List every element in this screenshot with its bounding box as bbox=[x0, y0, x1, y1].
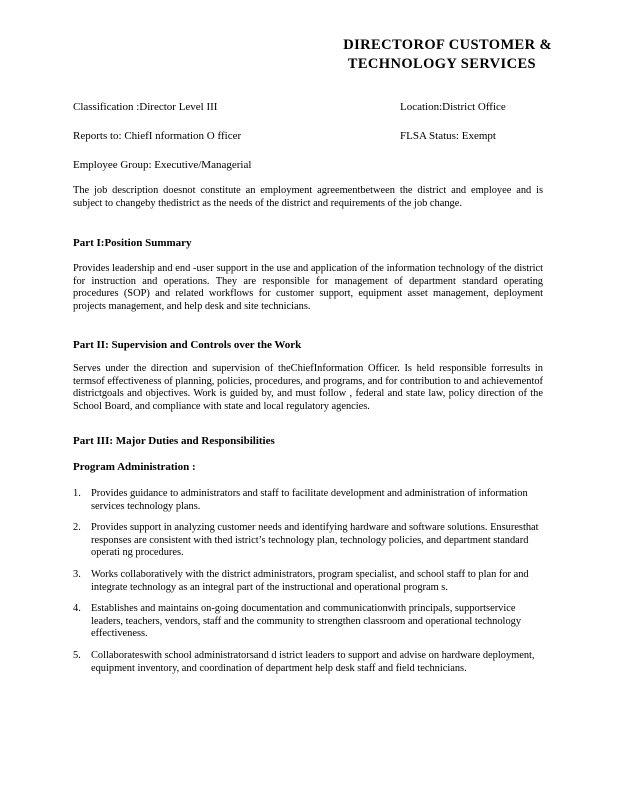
classification: Classification :Director Level III bbox=[73, 101, 218, 113]
part-2-paragraph: Serves under the direction and supervision of theChiefInformation Officer. Is held responsible forresults in termsof effectiveness of planning, policies, procedures, and programs, and for contribution to and achievementof districtgoals and objectives. Work is guided by, and must follow , federal and state law, policy direction of the School Board, and compliance with state and local regulatory agencies. bbox=[73, 363, 543, 412]
duty-item bbox=[73, 603, 545, 641]
duty-number: 5. bbox=[73, 649, 81, 661]
flsa-status: FLSA Status: Exempt bbox=[400, 130, 496, 142]
duty-item bbox=[73, 522, 545, 560]
duty-number: 3. bbox=[73, 568, 81, 580]
duty-number: 4. bbox=[73, 603, 81, 615]
duty-text: Establishes and maintains on-going documentation and communicationwith principals, supportservice leaders, teachers, vendors, staff and the community to strengthen classroom and operational technology effectiveness. bbox=[91, 603, 522, 640]
duty-text: Works collaboratively with the district administrators, program specialist, and school staff to plan for and integrate technology as an integral part of the instructional and operational program s. bbox=[91, 568, 529, 593]
duty-item bbox=[73, 569, 545, 594]
part-1-heading: Part I:Position Summary bbox=[73, 237, 192, 249]
duty-item bbox=[73, 488, 545, 513]
program-administration-subheading: Program Administration : bbox=[73, 461, 196, 473]
part-2-heading: Part II: Supervision and Controls over the Work bbox=[73, 339, 302, 351]
duty-text: Provides guidance to administrators and staff to facilitate development and administration of information services technology plans. bbox=[91, 488, 528, 512]
duty-number: 2. bbox=[73, 522, 81, 534]
part-1-paragraph: Provides leadership and end -user support in the use and application of the information technology of the district for instruction and operations. They are responsible for management of department standard operating procedures (SOP) and related workflows for customer support, equipment asset management, deployment projects management, and help desk and site technicians. bbox=[73, 263, 543, 312]
part-3-heading: Part III: Major Duties and Responsibilities bbox=[73, 435, 275, 447]
reports-to: Reports to: ChiefI nformation O fficer bbox=[73, 130, 242, 142]
duty-number: 1. bbox=[73, 488, 81, 499]
disclaimer-paragraph: The job description doesnot constitute an employment agreementbetween the district and employee and is subject to changeby thedistrict as the needs of the district and requirements of the job change. bbox=[73, 185, 543, 209]
title-line-1: DIRECTOROF CUSTOMER & bbox=[343, 37, 552, 53]
title-line-2: TECHNOLOGY SERVICES bbox=[347, 56, 536, 72]
employee-group: Employee Group: Executive/Managerial bbox=[73, 159, 252, 171]
duty-text: Collaborateswith school administratorsand d istrict leaders to support and advise on hardware deployment, equipment inventory, and coordination of department help desk staff and field technicians. bbox=[91, 649, 535, 674]
document-title bbox=[292, 36, 552, 74]
location: Location:District Office bbox=[400, 101, 506, 113]
duty-text: Provides support in analyzing customer needs and identifying hardware and software solutions. Ensuresthat responses are consistent with thed istrict’s technology plan, technology policies, and department standard operati ng procedures. bbox=[91, 522, 539, 559]
duty-item bbox=[73, 650, 545, 675]
duties-list bbox=[73, 488, 545, 684]
